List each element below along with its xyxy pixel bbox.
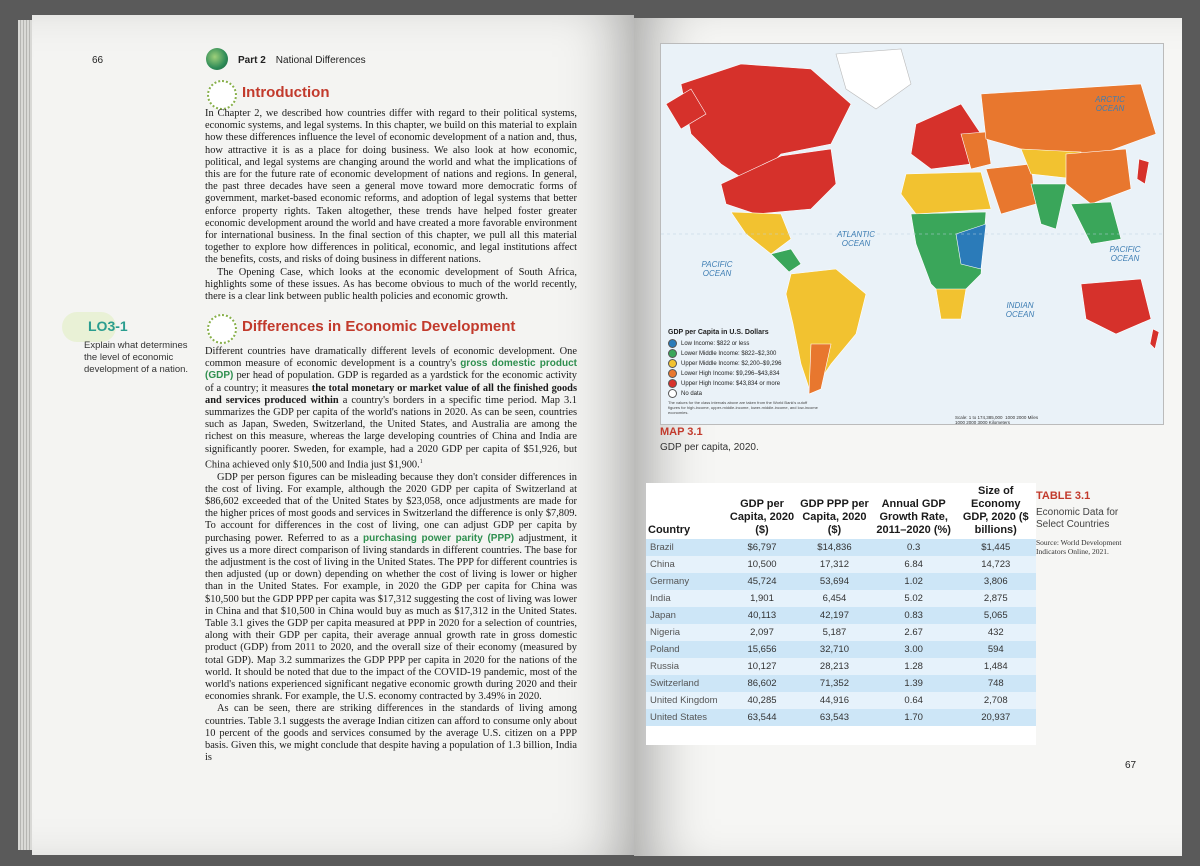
table-row <box>646 590 1036 607</box>
legend-item: Lower High Income: $9,296–$43,834 <box>668 369 818 378</box>
table-cell: United Kingdom <box>650 695 718 706</box>
running-header <box>238 55 366 66</box>
table-cell: India <box>650 593 671 604</box>
table-cell: 63,544 <box>747 712 777 723</box>
table-cell: United States <box>650 712 708 723</box>
table-cell: Russia <box>650 661 680 672</box>
legend-swatch <box>668 369 677 378</box>
column-header: Size of Economy GDP, 2020 ($ billions) <box>962 485 1029 536</box>
table-cell: 44,916 <box>819 695 849 706</box>
legend-swatch <box>668 389 677 398</box>
table-cell: 1.28 <box>904 661 923 672</box>
table-subtitle: Economic Data for Select Countries <box>1036 507 1119 530</box>
table-cell: 40,113 <box>747 610 777 621</box>
table-row <box>646 709 1036 726</box>
table-cell: 15,656 <box>747 644 777 655</box>
table <box>646 483 1036 726</box>
table-cell: 1,484 <box>983 661 1008 672</box>
map-scale: Scale: 1 to 174,385,000 1000 2000 Miles 1000 2000 3000 Kilometers <box>955 415 1039 425</box>
differences-body <box>205 346 577 764</box>
table-cell: 17,312 <box>819 559 849 570</box>
table-cell: 45,724 <box>747 576 777 587</box>
legend-item: No data <box>668 389 818 398</box>
table-cell: 40,285 <box>747 695 777 706</box>
intro-body <box>205 108 577 303</box>
table-cell: 6,454 <box>822 593 847 604</box>
table-cell: Nigeria <box>650 627 681 638</box>
table-cell: 1.70 <box>904 712 923 723</box>
table-cell: 5.02 <box>904 593 923 604</box>
table-cell: Switzerland <box>650 678 700 689</box>
table-cell: 2,875 <box>983 593 1008 604</box>
legend-swatch <box>668 349 677 358</box>
diff-paragraph-2: GDP per person figures can be misleading because they don't consider differences in the cost of living. For example, although the 2020 GDP per capita of Switzerland at $86,602 exceeded that of the United States by $23,058, once adjustments are made for the higher prices of most goods and services in Switzerland the difference is only $7,809. To account for differences in the cost of living, one can adjust GDP per capita by purchasing power. Referred to as a purchasing power parity (PPP) adjustment, it gives us a more direct comparison of living standards in different countries. The base for the adjustment is the cost of living in the United States. The PPP for different countries is then adjusted (up or down) depending on whether the cost of living is lower or higher than in the United States. For example, in 2020 the GDP per capita for China was $10,500 but the GDP PPP per capita was $17,312 suggesting the cost of living was lower in China and that $10,500 in China would buy as much as $17,312 in the United States. Table 3.1 gives the GDP per capita measured at PPP in 2020 for a selection of countries, along with their GDP per capita, their average annual growth rate in gross domestic product (GDP) from 2011 to 2020, and the overall size of their economy (measured by total GDP). Map 3.2 summarizes the GDP PPP per capita in 2020 for the nations of the world. It should be noted that due to the impact of the COVID-19 pandemic, most of the world's nations experienced significant negative economic growth during 2020 and their economies shrank. For example, the U.S. economy contracted by 3.49% in 2020. <box>205 471 577 703</box>
table-cell: Germany <box>650 576 690 587</box>
legend-item: Upper High Income: $43,834 or more <box>668 379 818 388</box>
intro-paragraph-1: In Chapter 2, we described how countries differ with regard to their political systems, economic systems, and legal systems. In this chapter, we build on this material to explain how these differences influence the level of economic development of a nation and, thus, how attractive it is as a place for doing business. We also look at how economic, political, and legal systems are changing around the world and what the implications of this are for the future rate of economic development of nations and regions. In general, the past three decades have seen a general move toward more democratic forms of government, market-based economic reforms, and adoption of legal systems that better enforce property rights. Taken altogether, these trends have helped foster greater economic development around the world and have created a more favorable environment for international business. In the final section of this chapter, we pull all this material together to explore how differences in political, economic, and legal institutions affect the benefits, costs, and risks of doing business in different nations. <box>205 108 577 266</box>
part-title: National Differences <box>275 55 366 66</box>
table-cell: 432 <box>987 627 1004 638</box>
diff-paragraph-3: As can be seen, there are striking differences in the standards of living among countries. Table 3.1 suggests the average Indian citizen can afford to consume only about 10 percent of the goods and services consumed by the average U.S. citizen on a PPP basis. Given this, we might conclude that despite having a population of 1.3 billion, India is <box>205 703 577 764</box>
ocean-label-pacific-left: PACIFIC OCEAN <box>701 260 733 278</box>
page-number-right: 67 <box>1125 760 1137 771</box>
table-cell: $6,797 <box>747 542 777 553</box>
table-row <box>646 675 1036 692</box>
keyword-ppp: purchasing power parity (PPP) <box>362 532 515 544</box>
table-header-row <box>646 483 1036 539</box>
legend-swatch <box>668 339 677 348</box>
table-cell: 5,065 <box>983 610 1008 621</box>
page-number-left: 66 <box>92 55 104 66</box>
differences-heading: Differences in Economic Development <box>242 318 516 335</box>
legend-swatch <box>668 379 677 388</box>
column-header: Country <box>648 524 691 536</box>
table-cell: 20,937 <box>981 712 1011 723</box>
part-label: Part 2 <box>238 55 266 66</box>
map-region-north-africa <box>901 172 991 214</box>
table-cell: China <box>650 559 675 570</box>
legend-title: GDP per Capita in U.S. Dollars <box>668 329 769 336</box>
ocean-label-pacific-right: PACIFIC OCEAN <box>1109 245 1141 263</box>
legend-note: The values for the class intervals above are taken from the World Bank's cutoff figures for high-income, upper-middle-income, lower-middle-income, and low-income economies. <box>668 400 818 415</box>
table-cell: 42,197 <box>819 610 849 621</box>
table-cell: 86,602 <box>747 678 777 689</box>
table-cell: 32,710 <box>819 644 849 655</box>
table-cell: $14,836 <box>817 542 852 553</box>
table-cell: 0.64 <box>904 695 923 706</box>
table-row <box>646 692 1036 709</box>
table-source: Source: World Development Indicators Online, 2021. <box>1036 538 1122 556</box>
table-cell: 53,694 <box>819 576 849 587</box>
map-caption: GDP per capita, 2020. <box>660 442 759 453</box>
table-cell: 14,723 <box>981 559 1011 570</box>
table-row <box>646 539 1036 556</box>
section-icon <box>207 80 237 110</box>
map-legend <box>668 329 818 415</box>
column-header: GDP PPP per Capita, 2020 ($) <box>800 498 869 536</box>
column-header: GDP per Capita, 2020 ($) <box>729 498 795 536</box>
table-row <box>646 573 1036 590</box>
table-row <box>646 658 1036 675</box>
table-cell: $1,445 <box>981 542 1011 553</box>
table-cell: 0.3 <box>907 542 921 553</box>
intro-paragraph-2: The Opening Case, which looks at the economic development of South Africa, highlights some of these issues. As has become obvious to much of the world recently, there is a clear link between public health policies and economic growth. <box>205 266 577 303</box>
ocean-label-indian: INDIAN OCEAN <box>1005 301 1035 319</box>
table-cell: 28,213 <box>819 661 849 672</box>
footnote-marker: 1 <box>419 458 423 465</box>
table-cell: Poland <box>650 644 680 655</box>
table-row <box>646 556 1036 573</box>
table-title: TABLE 3.1 <box>1036 490 1091 502</box>
legend-item: Low Income: $822 or less <box>668 339 818 348</box>
learning-objective-label: LO3-1 <box>88 318 128 334</box>
learning-objective-text: Explain what determines the level of economic development of a nation. <box>84 340 189 375</box>
globe-icon <box>206 48 228 70</box>
table-row <box>646 641 1036 658</box>
column-header: Annual GDP Growth Rate, 2011–2020 (%) <box>876 498 951 536</box>
ocean-label-atlantic: ATLANTIC OCEAN <box>836 230 876 248</box>
table-cell: 3,806 <box>983 576 1008 587</box>
table-cell: 2.67 <box>904 627 923 638</box>
table-cell: 2,097 <box>750 627 774 638</box>
economic-data-table <box>646 483 1036 745</box>
table-cell: 1,901 <box>750 593 774 604</box>
table-cell: 1.02 <box>904 576 923 587</box>
table-cell: Japan <box>650 610 676 621</box>
table-row <box>646 607 1036 624</box>
intro-heading: Introduction <box>242 84 330 101</box>
section-icon <box>207 314 237 344</box>
ocean-label-arctic: ARCTIC OCEAN <box>1095 95 1125 113</box>
table-cell: 0.83 <box>904 610 923 621</box>
legend-item: Lower Middle Income: $822–$2,300 <box>668 349 818 358</box>
table-body <box>646 539 1036 726</box>
map-region-southern-africa <box>936 289 966 319</box>
table-cell: 1.39 <box>904 678 923 689</box>
table-cell: 594 <box>987 644 1004 655</box>
table-cell: 748 <box>987 678 1004 689</box>
table-cell: 10,500 <box>747 559 777 570</box>
legend-item: Upper Middle Income: $2,200–$9,296 <box>668 359 818 368</box>
table-cell: 71,352 <box>819 678 849 689</box>
map-caption-title: MAP 3.1 <box>660 426 703 438</box>
table-cell: 63,543 <box>819 712 849 723</box>
table-cell: 10,127 <box>747 661 777 672</box>
legend-swatch <box>668 359 677 368</box>
table-cell: 6.84 <box>904 559 923 570</box>
diff-paragraph-1: Different countries have dramatically different levels of economic development. One common measure of economic development is a country's gross domestic product (GDP) per head of population. GDP is regarded as a yardstick for the economic activity of a country; it measures the total monetary or market value of all the finished goods and services produced within a country's borders in a specific time period. Map 3.1 summarizes the GDP per capita of the world's nations in 2020. As can be seen, countries such as Japan, Sweden, Switzerland, the United States, and Australia are among the richest on this measure, whereas the large developing countries of China and India are significantly poorer. Sweden, for example, had a 2020 GDP per capita of $51,926, but China achieved only $10,500 and India just $1,900.$^1$ <box>205 346 577 471</box>
table-cell: 3.00 <box>904 644 923 655</box>
table-cell: 5,187 <box>822 627 847 638</box>
table-cell: 2,708 <box>983 695 1008 706</box>
table-row <box>646 624 1036 641</box>
keyword-gdp: gross domestic product (GDP) <box>205 358 577 382</box>
table-cell: Brazil <box>650 542 674 553</box>
